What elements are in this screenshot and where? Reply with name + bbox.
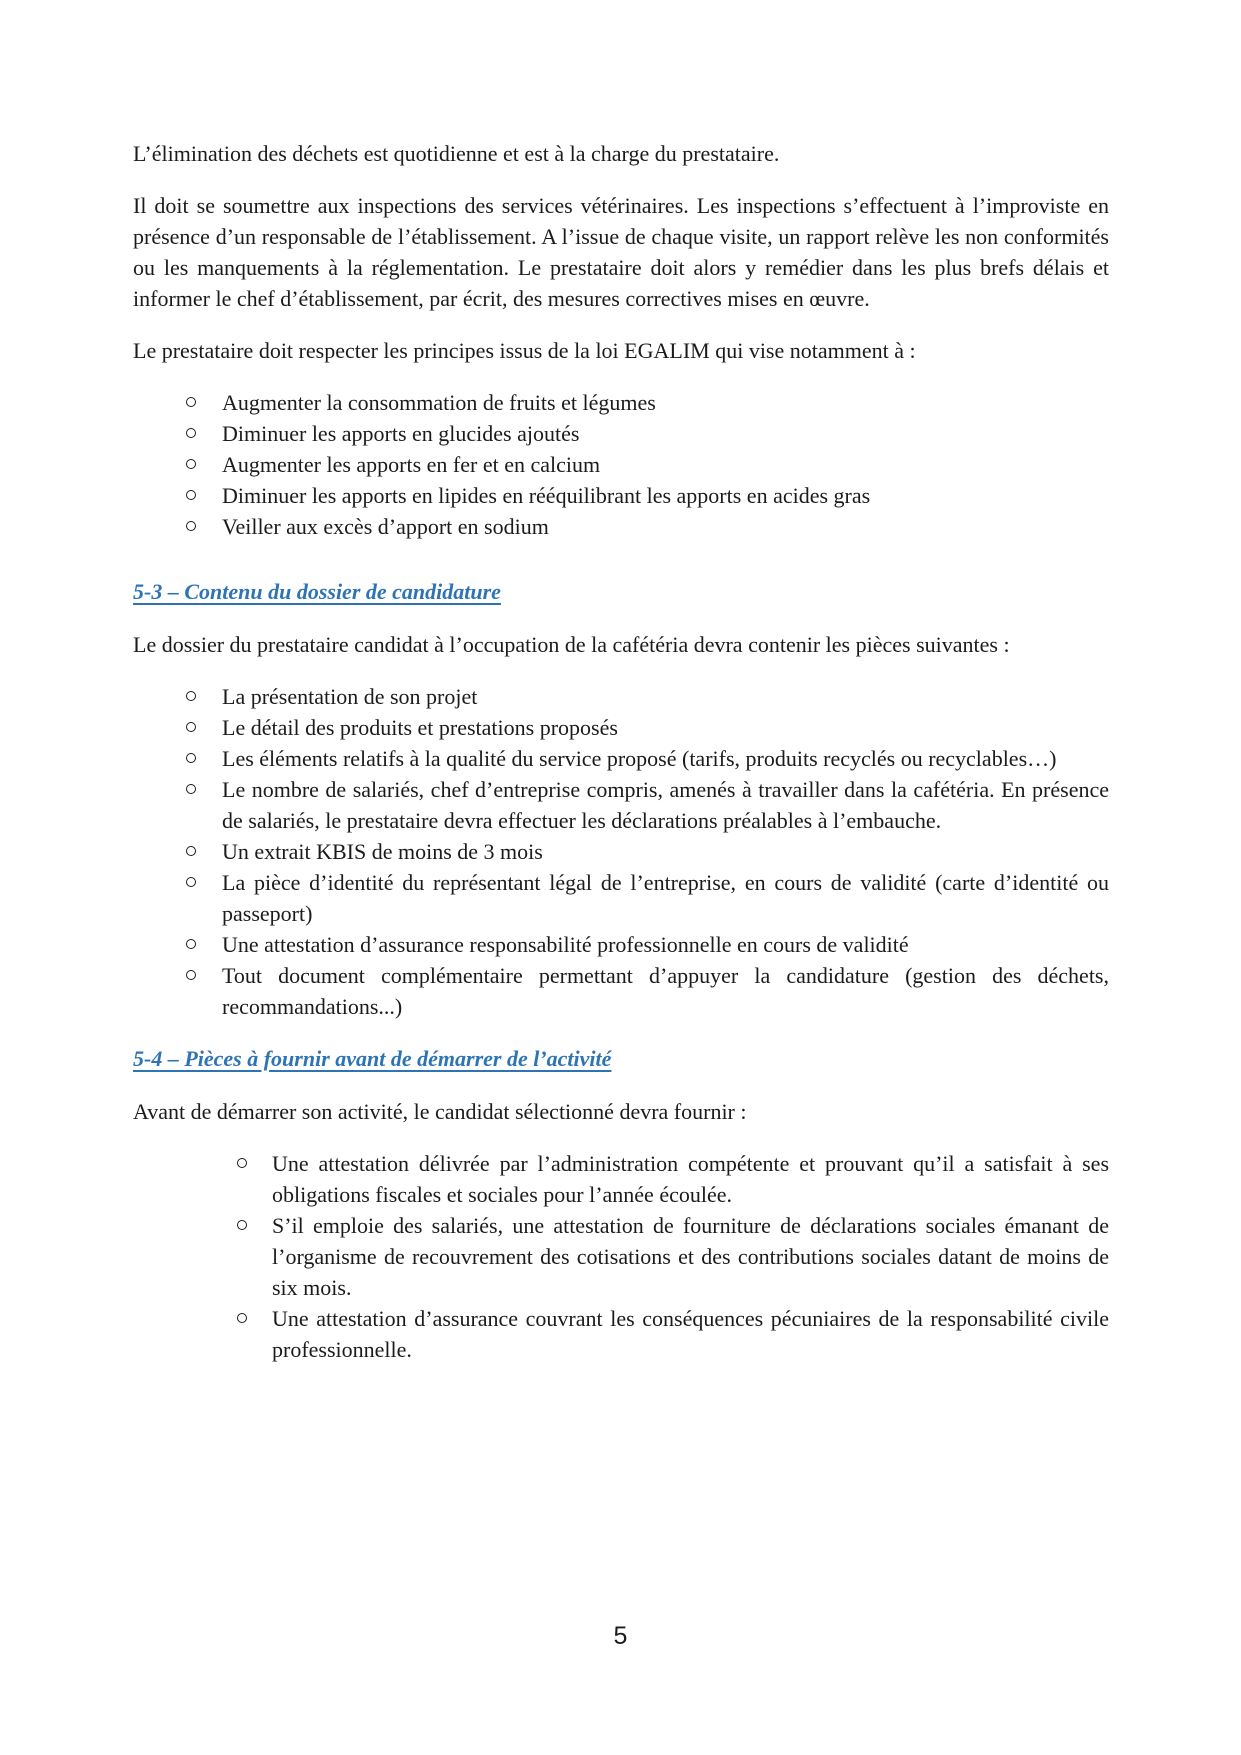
list-item xyxy=(133,1210,1109,1303)
list-item xyxy=(133,387,1109,418)
paragraph-dossier-intro: Le dossier du prestataire candidat à l’occupation de la cafétéria devra contenir les pièces suivantes : xyxy=(133,632,1010,657)
list-item xyxy=(133,774,1109,836)
list-item-text: S’il emploie des salariés, une attestation de fourniture de déclarations sociales émanant de l’organisme de recouvrement des cotisations et des contributions sociales datant de moins de six mois. xyxy=(272,1213,1109,1300)
list-item xyxy=(133,681,1109,712)
list-item xyxy=(133,449,1109,480)
circle-bullet-icon xyxy=(186,846,196,856)
list-item xyxy=(133,1303,1109,1365)
circle-bullet-icon xyxy=(186,459,196,469)
section-heading-5-4: 5-4 – Pièces à fournir avant de démarrer de l’activité xyxy=(133,1046,612,1071)
prestart-bullet-list xyxy=(133,1148,1109,1365)
circle-bullet-icon xyxy=(186,521,196,531)
list-item-text: Le nombre de salariés, chef d’entreprise compris, amenés à travailler dans la cafétéria. En présence de salariés, le prestataire devra effectuer les déclarations préalables à l’embauche. xyxy=(222,777,1109,833)
list-item-text: Tout document complémentaire permettant d’appuyer la candidature (gestion des déchets, recommandations...) xyxy=(222,963,1109,1019)
list-item-text: Veiller aux excès d’apport en sodium xyxy=(222,514,549,539)
circle-bullet-icon xyxy=(186,877,196,887)
circle-bullet-icon xyxy=(186,939,196,949)
dossier-bullet-list xyxy=(133,681,1109,1022)
paragraph-waste: L’élimination des déchets est quotidienne et est à la charge du prestataire. xyxy=(133,141,780,166)
circle-bullet-icon xyxy=(237,1313,247,1323)
list-item-text: Les éléments relatifs à la qualité du service proposé (tarifs, produits recyclés ou recyclables…) xyxy=(222,746,1057,771)
circle-bullet-icon xyxy=(186,428,196,438)
circle-bullet-icon xyxy=(186,490,196,500)
list-item-text: Une attestation d’assurance couvrant les conséquences pécuniaires de la responsabilité civile professionnelle. xyxy=(272,1306,1109,1362)
paragraph-inspections: Il doit se soumettre aux inspections des services vétérinaires. Les inspections s’effectuent à l’improviste en présence d’un responsable de l’établissement. A l’issue de chaque visite, un rapport relève les non conformités ou les manquements à la réglementation. Le prestataire doit alors y remédier dans les plus brefs délais et informer le chef d’établissement, par écrit, des mesures correctives mises en œuvre. xyxy=(133,193,1109,311)
list-item-text: La pièce d’identité du représentant légal de l’entreprise, en cours de validité (carte d’identité ou passeport) xyxy=(222,870,1109,926)
list-item-text: Augmenter la consommation de fruits et légumes xyxy=(222,390,656,415)
list-item-text: Augmenter les apports en fer et en calcium xyxy=(222,452,601,477)
circle-bullet-icon xyxy=(186,970,196,980)
list-item-text: La présentation de son projet xyxy=(222,684,478,709)
egalim-bullet-list xyxy=(133,387,1109,542)
list-item xyxy=(133,1148,1109,1210)
circle-bullet-icon xyxy=(186,397,196,407)
circle-bullet-icon xyxy=(186,722,196,732)
list-item xyxy=(133,867,1109,929)
section-heading-5-3: 5-3 – Contenu du dossier de candidature xyxy=(133,579,501,604)
paragraph-avant-intro: Avant de démarrer son activité, le candidat sélectionné devra fournir : xyxy=(133,1099,747,1124)
list-item-text: Diminuer les apports en lipides en rééquilibrant les apports en acides gras xyxy=(222,483,871,508)
list-item-text: Diminuer les apports en glucides ajoutés xyxy=(222,421,580,446)
list-item xyxy=(133,480,1109,511)
circle-bullet-icon xyxy=(237,1158,247,1168)
list-item xyxy=(133,836,1109,867)
circle-bullet-icon xyxy=(186,691,196,701)
list-item xyxy=(133,511,1109,542)
circle-bullet-icon xyxy=(237,1220,247,1230)
paragraph-egalim-intro: Le prestataire doit respecter les principes issus de la loi EGALIM qui vise notamment à : xyxy=(133,338,916,363)
list-item xyxy=(133,929,1109,960)
list-item-text: Un extrait KBIS de moins de 3 mois xyxy=(222,839,543,864)
list-item xyxy=(133,960,1109,1022)
circle-bullet-icon xyxy=(186,784,196,794)
list-item-text: Une attestation d’assurance responsabilité professionnelle en cours de validité xyxy=(222,932,909,957)
list-item-text: Une attestation délivrée par l’administration compétente et prouvant qu’il a satisfait à ses obligations fiscales et sociales pour l’année écoulée. xyxy=(272,1151,1109,1207)
list-item xyxy=(133,743,1109,774)
list-item xyxy=(133,712,1109,743)
list-item xyxy=(133,418,1109,449)
list-item-text: Le détail des produits et prestations proposés xyxy=(222,715,618,740)
page-number: 5 xyxy=(613,1622,628,1650)
document-content xyxy=(133,138,1109,1386)
circle-bullet-icon xyxy=(186,753,196,763)
